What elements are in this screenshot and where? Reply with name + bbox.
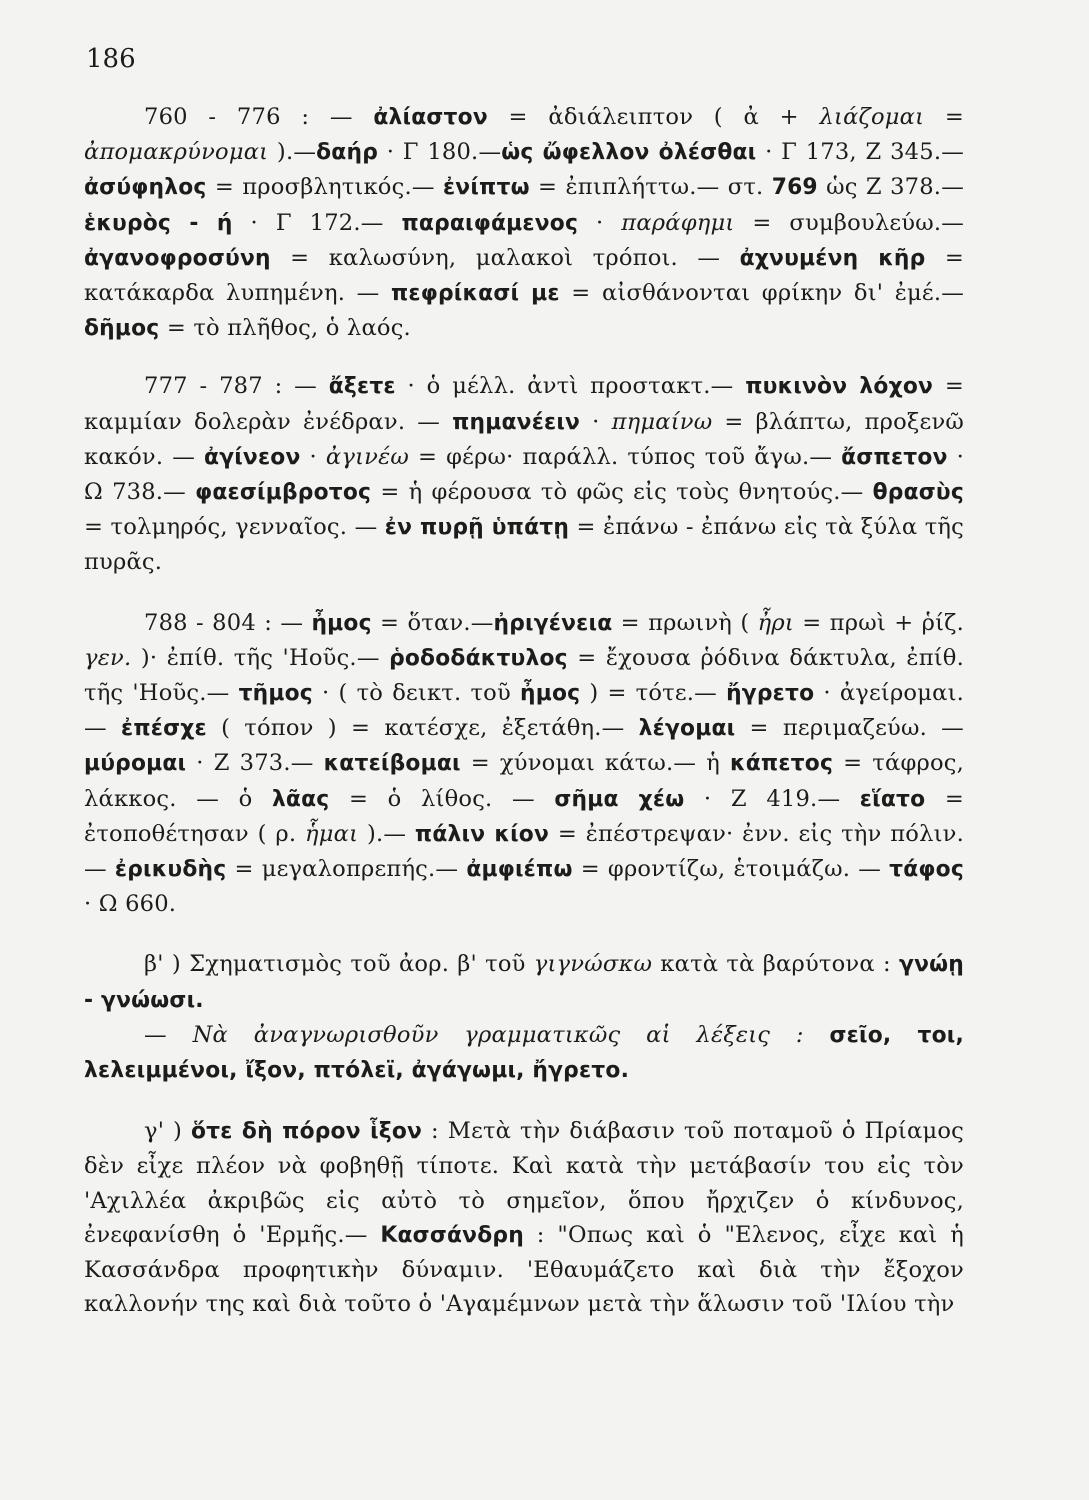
italic-term: ἧμαι [305,820,359,847]
headword: πημανέειν [452,409,581,435]
paragraph-760-776 [84,100,964,346]
text-run: = φέρω· παράλλ. τύπος τοῦ ἄγω.— [409,443,842,470]
headword: 769 [771,175,818,201]
text-run: = ὁ λίθος. — [329,785,555,812]
italic-term: ἀγινέω [325,443,410,470]
text-run: = ὅταν.— [371,609,494,636]
paragraph-commentary-gamma [84,1114,964,1321]
headword: γνώῃ - γνώωσι. [84,952,964,1013]
text-run: )· ἐπίθ. τῆς 'Ηοῦς.— [131,644,390,671]
headword: ῥοδοδάκτυλος [389,645,568,671]
headword: τῆμος [238,681,313,707]
text-run: · Ζ 419.— [684,785,860,812]
text-run: = κατάκαρδα λυπημένη. — [84,244,964,307]
italic-term: γεν. [84,644,132,671]
headword: ἄσπετον [841,444,948,470]
headword: παραιφάμενος [401,210,579,236]
italic-term: παράφημι [621,209,735,236]
text-run: γ' ) [144,1118,191,1145]
paragraph-788-804 [84,606,964,922]
paragraph-777-787 [84,369,964,579]
headword: ἀχνυμένη κῆρ [739,245,926,271]
headword: κατείβομαι [323,751,461,777]
text-run: = πρωὶ + ῥίζ. [793,609,964,636]
headword: λέγομαι [638,716,736,742]
text-run: : "Οπως καὶ ὁ "Ελενος, εἶχε καὶ ἡ Κασσάνδρα προφητικὴν δύναμιν. 'Εθαυμάζετο καὶ διὰ τὴν ἔξοχον καλλονήν της καὶ διὰ τοῦτο ὁ 'Αγαμέμνων μετὰ τὴν ἅλωσιν τοῦ 'Ιλίου τὴν [84,1221,964,1318]
text-run: = καμμίαν δολερὰν ἐνέδραν. — [84,373,964,435]
headword: μύρομαι [84,751,187,777]
text-run: ).— [358,820,415,847]
text-run: 788 - 804 : — [144,609,312,636]
headword: ἐπέσχε [121,716,207,742]
headword: ἐρικυδὴς [114,857,227,883]
text-run: ).— [268,139,317,166]
headword: ἤγρετο [726,681,815,707]
text-run: 777 - 787 : — [144,373,329,400]
headword: ὅτε δὴ πόρον ἷξον [190,1119,423,1145]
headword: εἵατο [859,786,926,812]
text-run: = αἰσθάνονται φρίκην δι' ἐμέ.— [559,280,964,307]
text-run: = τάφρος, λάκκος. — ὁ [84,750,964,812]
text-run: · ἀγείρομαι. — [84,680,965,742]
headword: σεῖο, τοι, λελειμμένοι, ἴξον, πτόλεϊ, ἀγάγωμι, ἤγρετο. [84,1022,964,1084]
text-run: · [578,209,622,236]
headword: δῆμος [84,316,160,342]
text-run: = καλωσύνη, μαλακοὶ τρόποι. — [270,244,740,271]
italic-term: Νὰ ἀναγνωρισθοῦν γραμματικῶς αἱ λέξεις : [192,1021,804,1048]
text-run: · Ζ 373.— [186,750,324,777]
headword: φαεσίμβροτος [195,480,372,506]
text-run: · ὁ μέλλ. ἀντὶ προστακτ.— [395,373,746,400]
text-run: · [580,408,612,435]
text-run: = ἀδιάλειπτον ( ἀ + [487,104,820,130]
text-run: = ἔχουσα ῥόδινα δάκτυλα, ἐπίθ. τῆς 'Ηοῦς.— [84,644,964,707]
italic-term: ἦρι [757,609,794,636]
headword: ἦμος [311,610,372,636]
text-run: = ἐπάνω - ἐπάνω εἰς τὰ ξύλα τῆς πυρᾶς. [84,514,964,576]
italic-term: πημαίνω [611,408,713,435]
text-run: = ἡ φέρουσα τὸ φῶς εἰς τοὺς θνητούς.— [371,479,873,506]
headword: ἀλίαστον [373,105,488,130]
text-run [804,1022,830,1048]
text-run: · Γ 173, Ζ 345.— [756,139,965,166]
headword: πυκινὸν λόχον [745,374,934,400]
text-run: ὡς Ζ 378.— [817,174,964,201]
text-run: ( τόπον ) = κατέσχε, ἐξετάθη.— [206,715,639,742]
text-run: · ( τὸ δεικτ. τοῦ [312,680,520,707]
headword: λᾶας [271,786,330,812]
italic-term: λιάζομαι = ἀπομακρύνομαι [84,104,964,166]
headword: ἐν πυρῇ ὑπάτῃ [384,515,570,541]
headword: πάλιν κίον [414,821,550,847]
headword: ἄξετε [328,374,396,400]
text-run: ) = τότε.— [580,680,727,707]
italic-term: γιγνώσκω [533,951,653,978]
text-run: · Γ 180.— [378,139,502,166]
text-run: = ἐτοποθέτησαν ( ρ. [84,785,964,847]
text-run: · [300,443,326,470]
text-run: = προσβλητικός.— [206,174,443,201]
text-run: = ἐπιπλήττω.— στ. [529,174,772,201]
text-run: = φροντίζω, ἑτοιμάζω. — [572,856,890,883]
headword: τάφος [889,857,964,883]
text-run: = συμβουλεύω.— [734,209,965,236]
text-run: · Ω 660. [84,891,177,918]
text-run: = πρωινὴ ( [612,609,758,636]
text-run: = περιμαζεύω. — [735,715,964,742]
text-run: = ἐπέστρεψαν· ἐνν. εἰς τὴν πόλιν. — [84,820,964,883]
paragraph-grammar-exercise [84,1018,964,1088]
text-run: = μεγαλοπρεπής.— [226,856,467,883]
headword: ὡς ὤφελλον ὀλέσθαι [501,140,757,166]
headword: δαήρ [316,140,378,166]
text-run: — [144,1021,193,1048]
headword: ἐνίπτω [442,175,530,201]
text-run: = τὸ πλῆθος, ὁ λαός. [159,315,411,342]
page-number: 186 [86,44,136,74]
headword: ἀμφιέπω [466,857,573,883]
headword: Κασσάνδρη [380,1222,524,1248]
headword: ἦμος [520,681,581,707]
text-run: = βλάπτω, προξενῶ κακόν. — [84,408,965,470]
text-run: β' ) Σχηματισμὸς τοῦ ἀορ. β' τοῦ [144,951,534,978]
headword: θρασὺς [872,480,964,506]
headword: ἠριγένεια [493,610,613,636]
headword: ἑκυρὸς - ή [84,210,233,236]
text-run: = τολμηρός, γενναῖος. — [84,514,385,541]
headword: σῆμα χέω [554,786,685,812]
headword: ἀγίνεον [204,444,301,470]
text-run: κατὰ τὰ βαρύτονα : [652,951,900,978]
text-run: = χύνομαι κάτω.— ἡ [460,750,731,777]
headword: ἀσύφηλος [84,175,207,201]
text-run: · Ω 738.— [84,443,965,506]
text-run: 760 - 776 : — [144,104,374,130]
paragraph-aorist-note [84,947,964,1017]
headword: πεφρίκασί με [390,281,560,307]
headword: ἀγανοφροσύνη [84,245,271,271]
text-run: : Μετὰ τὴν διάβασιν τοῦ ποταμοῦ ὁ Πρίαμος δὲν εἶχε πλέον νὰ φοβηθῇ τίποτε. Καὶ κατὰ τὴν μετάβασίν του εἰς τὸν 'Αχιλλέα ἀκριβῶς εἰς αὐτὸ τὸ σημεῖον, ὅπου ἤρχιζεν ὁ κίνδυνος, ἐνεφανίσθη ὁ 'Ερμῆς.— [84,1118,964,1248]
headword: κάπετος [730,751,834,777]
page-body [84,100,964,1348]
text-run: · Γ 172.— [232,209,402,236]
